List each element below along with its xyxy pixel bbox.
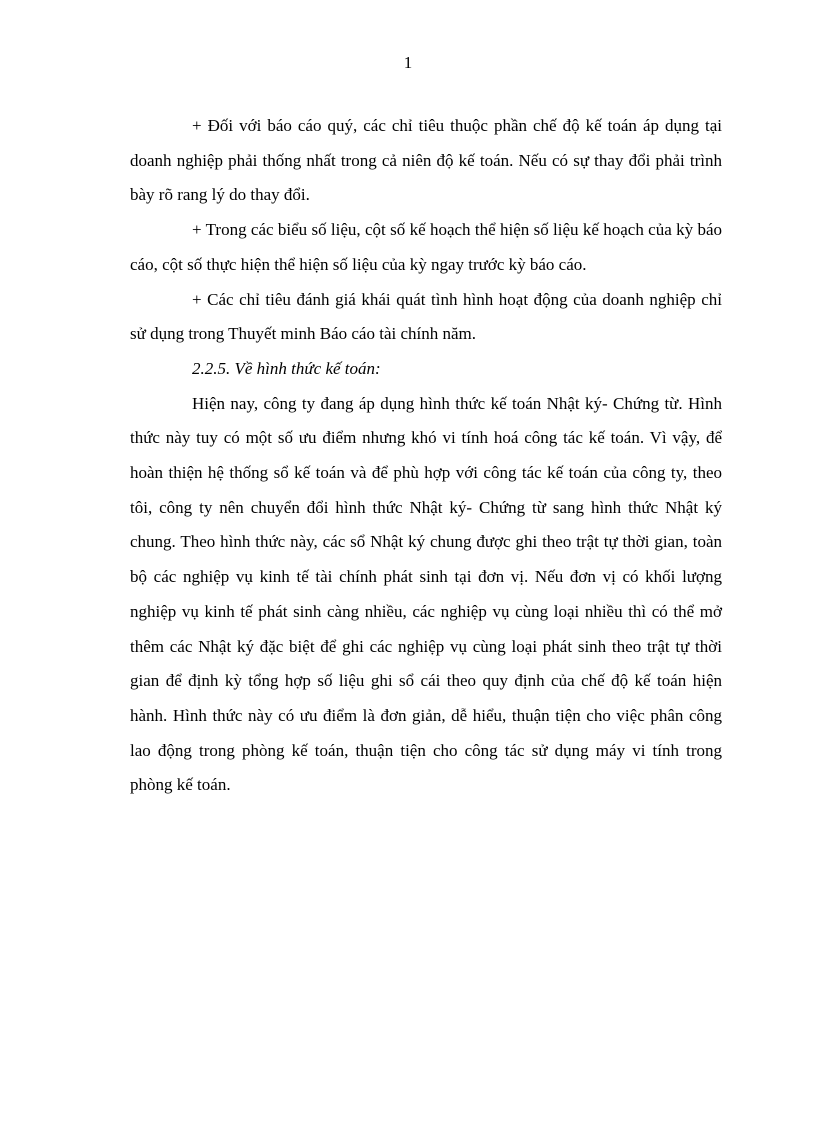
document-body (130, 109, 722, 803)
paragraph-quarterly-report: + Đối với báo cáo quý, các chỉ tiêu thuộc phần chế độ kế toán áp dụng tại doanh nghiệp phải thống nhất trong cả niên độ kế toán. Nếu có sự thay đổi phải trình bày rõ rang lý do thay đổi. (130, 116, 722, 205)
page-number: 1 (403, 53, 413, 72)
paragraph-data-tables: + Trong các biểu số liệu, cột số kế hoạch thể hiện số liệu kế hoạch của kỳ báo cáo, cột số thực hiện thể hiện số liệu của kỳ ngay trước kỳ báo cáo. (130, 220, 722, 274)
paragraph-general-indicators: + Các chỉ tiêu đánh giá khái quát tình hình hoạt động của doanh nghiệp chỉ sử dụng trong Thuyết minh Báo cáo tài chính năm. (130, 289, 722, 344)
section-heading: 2.2.5. Về hình thức kế toán: (192, 358, 381, 378)
paragraph-accounting-form: Hiện nay, công ty đang áp dụng hình thức kế toán Nhật ký- Chứng từ. Hình thức này tuy có một số ưu điểm nhưng khó vi tính hoá công tác kế toán. Vì vậy, để hoàn thiện hệ thống sổ kế toán và để phù hợp với công tác kế toán của công ty, theo tôi, công ty nên chuyển đổi hình thức Nhật ký- Chứng từ sang hình thức Nhật ký chung. Theo hình thức này, các sổ Nhật ký chung được ghi theo trật tự thời gian, toàn bộ các nghiệp vụ kinh tế tài chính phát sinh tại đơn vị. Nếu đơn vị có khối lượng nghiệp vụ kinh tế phát sinh càng nhiều, các nghiệp vụ cùng loại nhiều thì có thể mở thêm các Nhật ký đặc biệt để ghi các nghiệp vụ cùng loại phát sinh theo trật tự thời gian để định kỳ tổng hợp số liệu ghi sổ cái theo quy định của chế độ kế toán hiện hành. Hình thức này có ưu điểm là đơn giản, dễ hiểu, thuận tiện cho việc phân công lao động trong phòng kế toán, thuận tiện cho công tác sử dụng máy vi tính trong phòng kế toán. (130, 393, 722, 795)
